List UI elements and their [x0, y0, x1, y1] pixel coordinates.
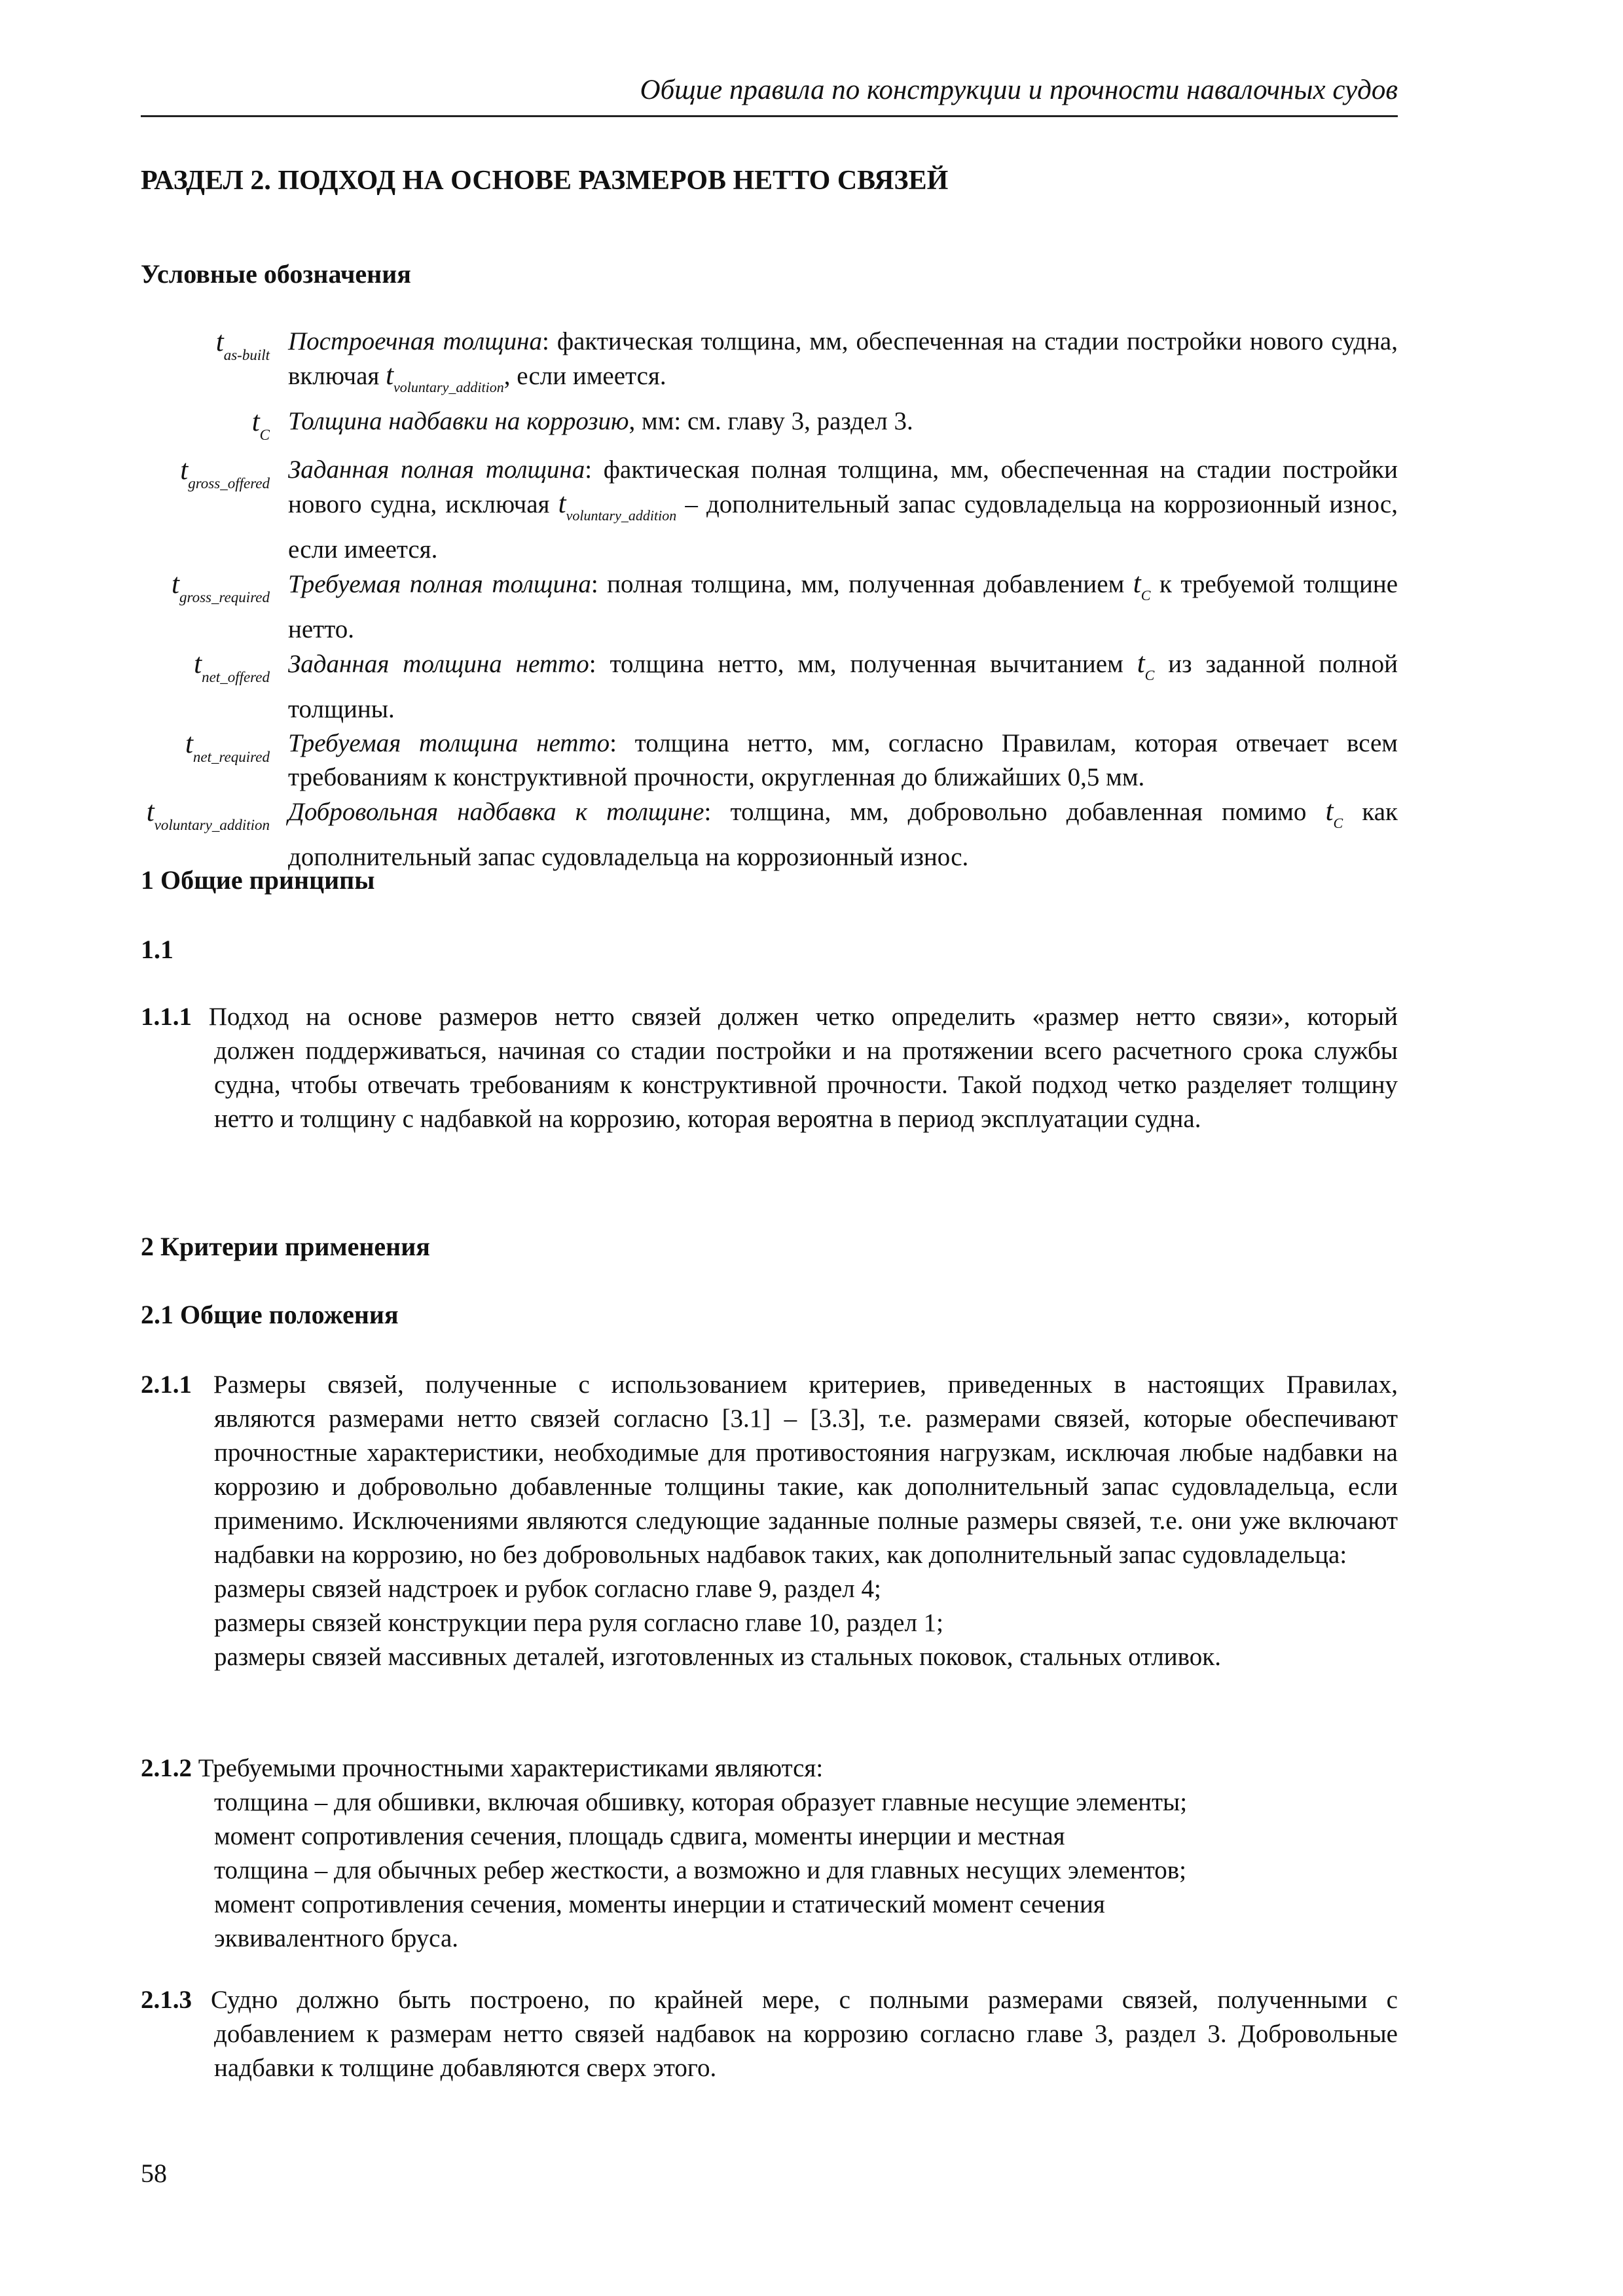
- paragraph-body: добавлением к размерам нетто связей надбавок на коррозию согласно главе 3, раздел 3. Добровольные надбавки к толщине добавляются сверх этого.: [214, 2020, 1398, 2082]
- paragraph-number: 1.1.1: [141, 1003, 192, 1031]
- list-item: момент сопротивления сечения, площадь сдвига, моменты инерции и местная: [214, 1822, 1065, 1850]
- definition-text: Требуемая толщина нетто: толщина нетто, мм, согласно Правилам, которая отвечает всем требованиям к конструктивной прочности, округленная до ближайших 0,5 мм.: [288, 729, 1398, 791]
- paragraph-2-1-2: 2.1.2 Требуемыми прочностными характеристиками являются: толщина – для обшивки, включая обшивку, которая образует главные несущие элементы; момент сопротивления сечения, площадь сдвига, моменты инерции и местная толщина – для обычных ребер жесткости, а возможно и для главных несущих элементов; момент сопротивления сечения, моменты инерции и статический момент сечения эквивалентного бруса.: [141, 1751, 1398, 1956]
- definition-symbol: $t_C$: [251, 406, 270, 443]
- symbols-heading: Условные обозначения: [141, 259, 411, 289]
- list-item: эквивалентного бруса.: [214, 1924, 459, 1952]
- paragraph-number: 2.1.1: [141, 1371, 192, 1399]
- definitions-list: [124, 325, 1398, 874]
- definition-symbol: $t_{net\_required}$: [185, 728, 270, 765]
- definition-text: Добровольная надбавка к толщине: толщина, мм, добровольно добавленная помимо $t_C$ как дополнительный запас судовладельца на коррозионный износ.: [288, 796, 1398, 871]
- definition-text: Толщина надбавки на коррозию, мм: см. главу 3, раздел 3.: [288, 407, 913, 435]
- paragraph-2-1-3: 2.1.3 Судно должно быть построено, по крайней мере, с полными размерами связей, полученными с добавлением к размерам нетто связей надбавок на коррозию согласно главе 3, раздел 3. Добровольные надбавки к толщине добавляются сверх этого.: [141, 1983, 1398, 2085]
- header-rule: [141, 115, 1398, 117]
- list-item: размеры связей конструкции пера руля согласно главе 10, раздел 1;: [214, 1609, 943, 1637]
- list-item: момент сопротивления сечения, моменты инерции и статический момент сечения: [214, 1890, 1105, 1918]
- page-number: 58: [141, 2159, 167, 2188]
- list-item: толщина – для обшивки, включая обшивку, которая образует главные несущие элементы;: [214, 1788, 1188, 1816]
- paragraph-body: являются размерами нетто связей согласно [3.1] – [3.3], т.е. размерами связей, которые обеспечивают прочностные характеристики, необходимые для противостояния нагрузкам, исключая любые надбавки на коррозию и добровольно добавленные толщины такие, как дополнительный запас судовладельца, если применимо. Исключениями являются следующие заданные полные размеры связей, т.е. они уже включают надбавки на коррозию, но без добровольных надбавок таких, как дополнительный запас судовладельца:: [214, 1405, 1398, 1569]
- definition-item: [124, 726, 1398, 795]
- heading-general-principles: 1 Общие принципы: [141, 865, 375, 895]
- definition-text: Построечная толщина: фактическая толщина, мм, обеспеченная на стадии постройки нового судна, включая $t_{voluntary\_addition}$, если имеется.: [288, 327, 1398, 395]
- subheading-1-1: 1.1: [141, 935, 173, 964]
- definition-symbol: $t_{voluntary\_addition}$: [146, 797, 270, 833]
- definition-symbol: $t_{gross\_offered}$: [180, 455, 270, 492]
- definition-item: [124, 325, 1398, 404]
- definition-text: Требуемая полная толщина: полная толщина, мм, полученная добавлением $t_C$ к требуемой толщине нетто.: [288, 568, 1398, 643]
- definition-text: Заданная толщина нетто: толщина нетто, мм, полученная вычитанием $t_C$ из заданной полной толщины.: [288, 648, 1398, 723]
- paragraph-number: 2.1.3: [141, 1986, 192, 2014]
- definition-symbol: $t_{net\_offered}$: [194, 649, 270, 685]
- paragraph-number: 2.1.2: [141, 1754, 192, 1782]
- list-item: размеры связей массивных деталей, изготовленных из стальных поковок, стальных отливок.: [214, 1643, 1222, 1671]
- heading-application-criteria: 2 Критерии применения: [141, 1232, 430, 1261]
- paragraph-2-1-1: 2.1.1 Размеры связей, полученные с использованием критериев, приведенных в настоящих Правилах, являются размерами нетто связей согласно [3.1] – [3.3], т.е. размерами связей, которые обеспечивают прочностные характеристики, необходимые для противостояния нагрузкам, исключая любые надбавки на коррозию и добровольно добавленные толщины такие, как дополнительный запас судовладельца, если применимо. Исключениями являются следующие заданные полные размеры связей, т.е. они уже включают надбавки на коррозию, но без добровольных надбавок таких, как дополнительный запас судовладельца: размеры связей надстроек и рубок согласно главе 9, раздел 4; размеры связей конструкции пера руля согласно главе 10, раздел 1; размеры связей массивных деталей, изготовленных из стальных поковок, стальных отливок.: [141, 1368, 1398, 1674]
- definition-item: [124, 404, 1398, 453]
- definition-symbol: $t_{gross\_required}$: [172, 569, 270, 605]
- definition-item: [124, 647, 1398, 726]
- definition-text: Заданная полная толщина: фактическая полная толщина, мм, обеспеченная на стадии постройки нового судна, исключая $t_{voluntary\_addition}$ – дополнительный запас судовладельца на коррозионный износ, если имеется.: [288, 456, 1398, 564]
- definition-item: [124, 453, 1398, 567]
- subheading-2-1: 2.1 Общие положения: [141, 1300, 399, 1329]
- paragraph-body: должен поддерживаться, начиная со стадии постройки и на протяжении всего расчетного срока службы судна, чтобы отвечать требованиям к конструктивной прочности. Такой подход четко разделяет толщину нетто и толщину с надбавкой на коррозию, которая вероятна в период эксплуатации судна.: [214, 1037, 1398, 1133]
- paragraph-1-1-1: 1.1.1 Подход на основе размеров нетто связей должен четко определить «размер нетто связи», который должен поддерживаться, начиная со стадии постройки и на протяжении всего расчетного срока службы судна, чтобы отвечать требованиям к конструктивной прочности. Такой подход четко разделяет толщину нетто и толщину с надбавкой на коррозию, которая вероятна в период эксплуатации судна.: [141, 1000, 1398, 1136]
- list-item: размеры связей надстроек и рубок согласно главе 9, раздел 4;: [214, 1575, 881, 1603]
- definition-item: [124, 567, 1398, 647]
- list-item: толщина – для обычных ребер жесткости, а возможно и для главных несущих элементов;: [214, 1856, 1186, 1884]
- running-header: Общие правила по конструкции и прочности навалочных судов: [640, 75, 1398, 105]
- section-title: РАЗДЕЛ 2. ПОДХОД НА ОСНОВЕ РАЗМЕРОВ НЕТТО СВЯЗЕЙ: [141, 166, 949, 196]
- definition-symbol: $t_{as-built}$: [215, 327, 270, 363]
